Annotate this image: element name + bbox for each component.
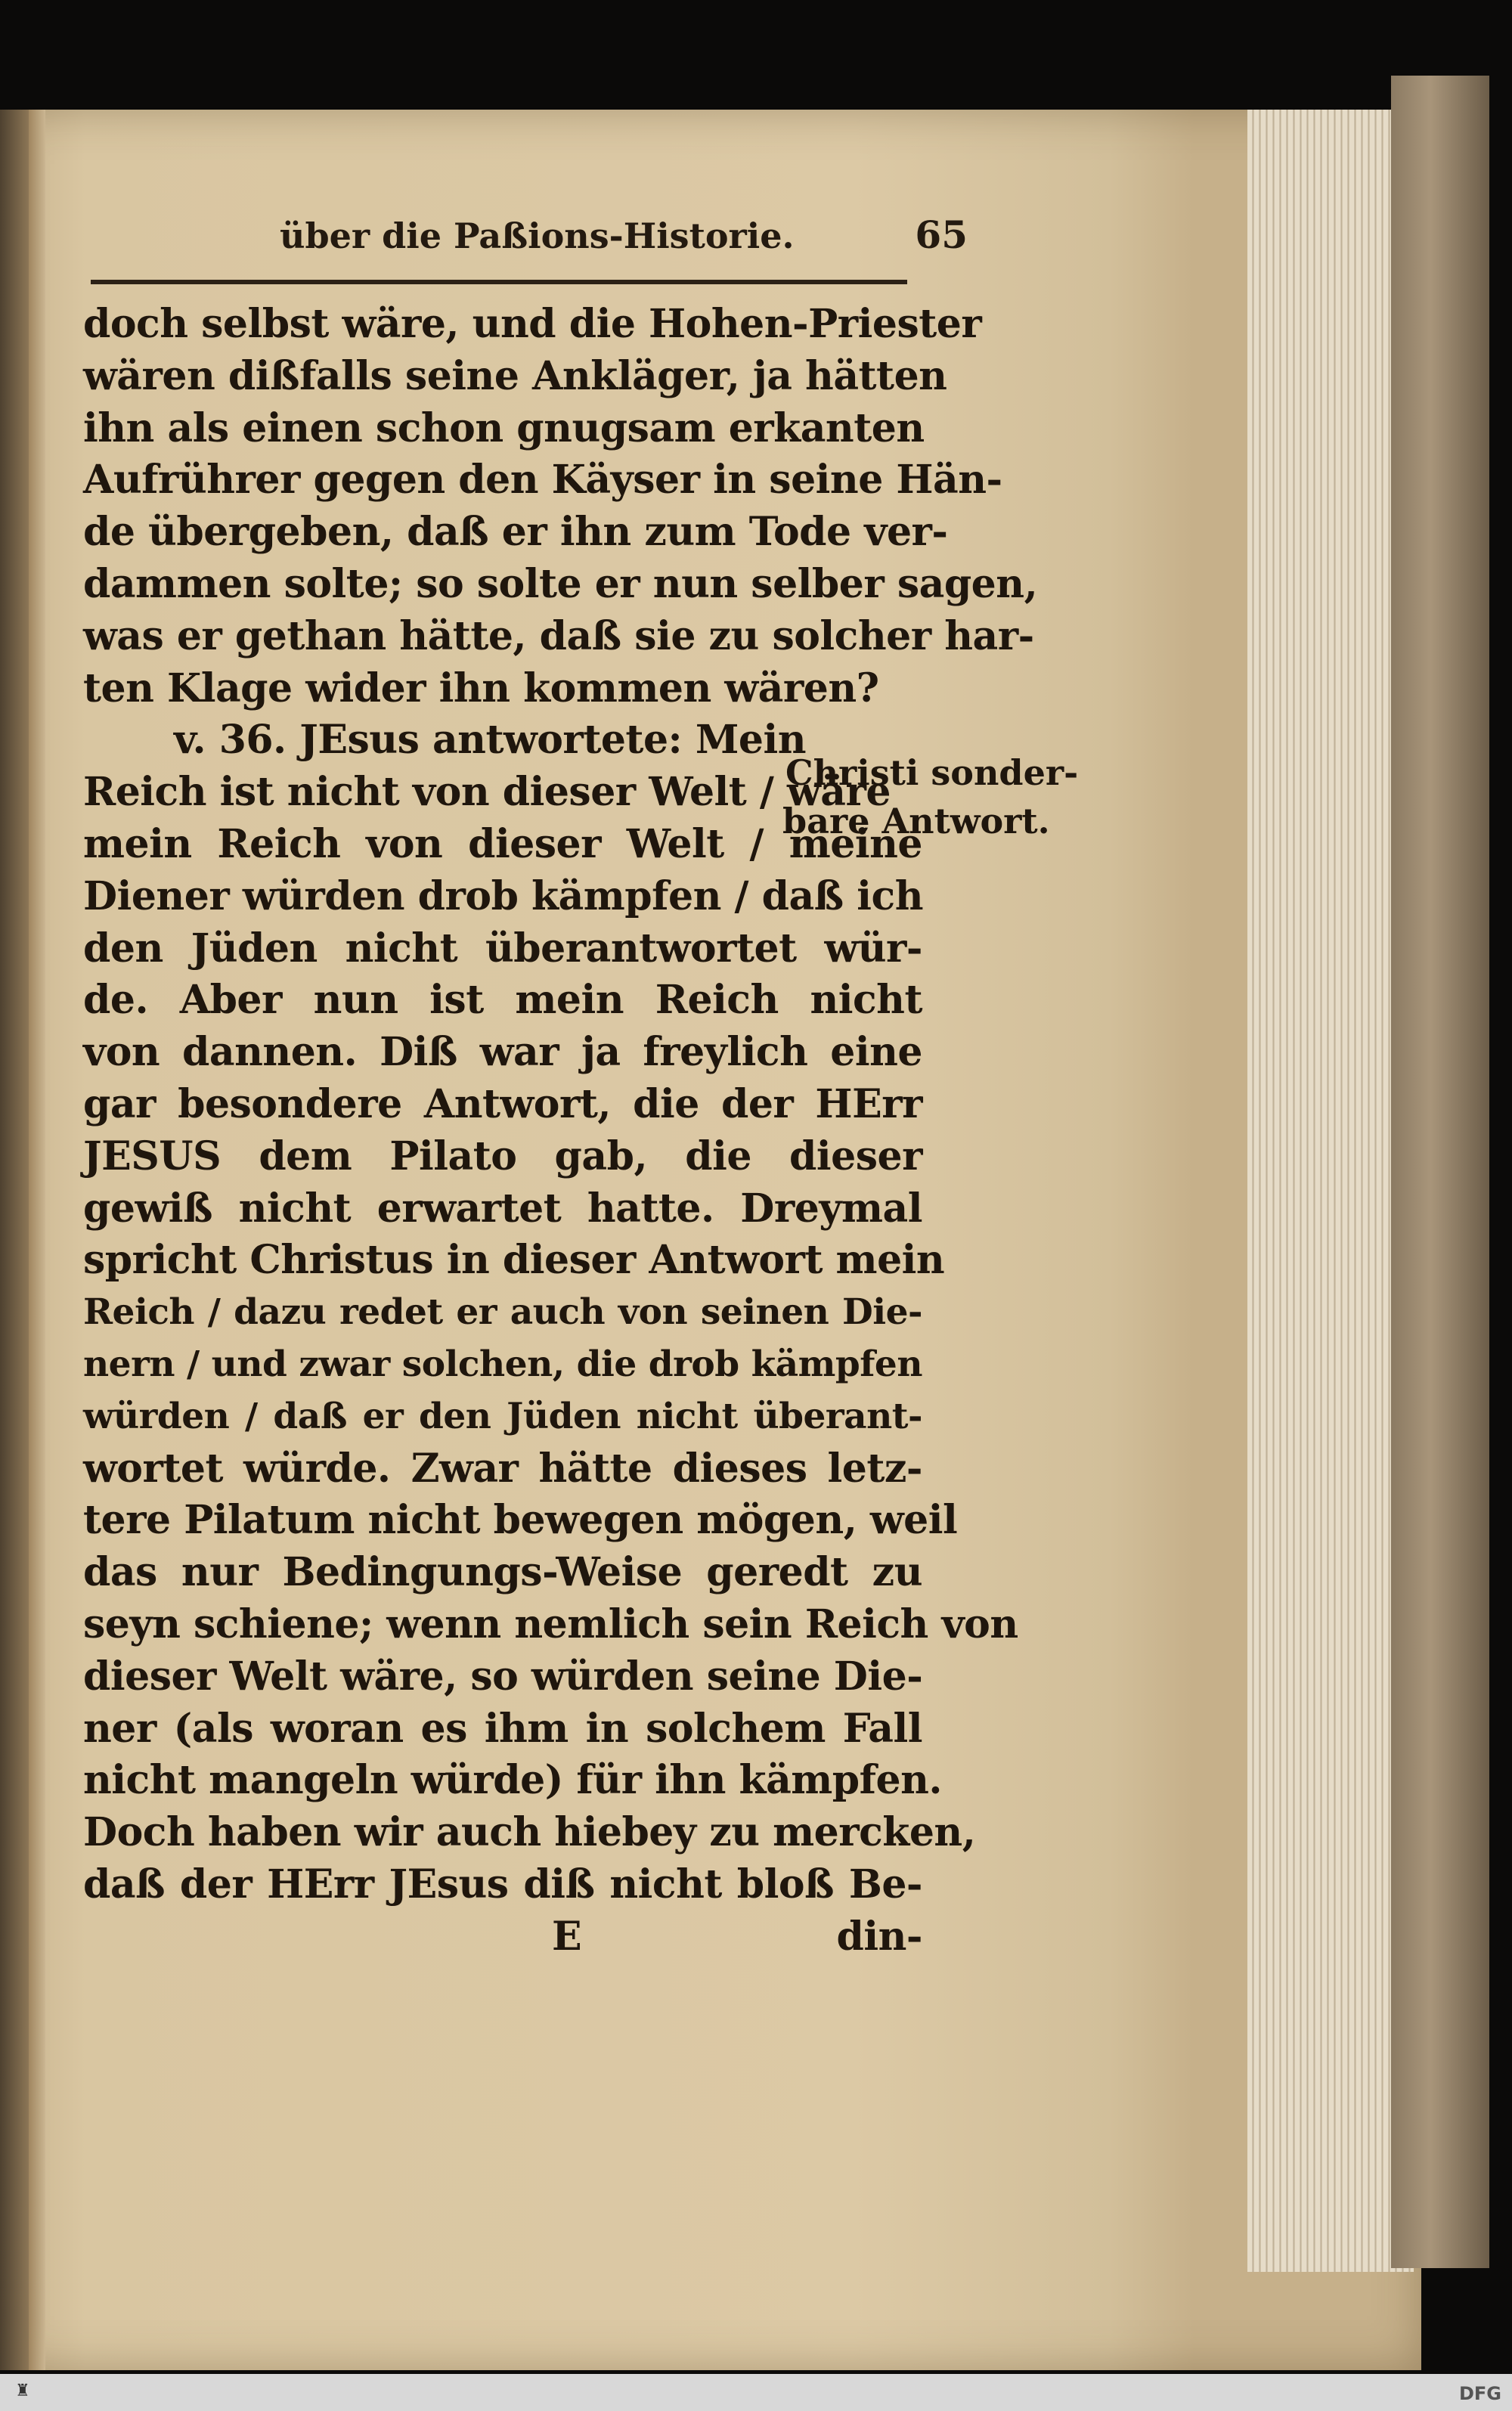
- text-line: spricht Christus in dieser Antwort mein: [83, 1237, 945, 1284]
- text-line: daß der HErr JEsus diß nicht bloß Be-: [83, 1861, 922, 1907]
- margin-note-line: bare Antwort.: [782, 801, 1050, 841]
- running-title: über die Paßions-Historie.: [280, 215, 795, 256]
- text-line: wortet würde. Zwar hätte dieses letz-: [83, 1445, 922, 1492]
- dfg-logo: DFG: [1458, 2383, 1501, 2404]
- text-line: nern / und zwar solchen, die drob kämpfen: [83, 1343, 922, 1385]
- page-number: 65: [915, 212, 968, 257]
- margin-note-line: Christi sonder-: [785, 752, 1079, 793]
- library-logo-icon: ♜: [15, 2382, 30, 2400]
- left-page-edge: [0, 110, 29, 2370]
- text-line: seyn schiene; wenn nemlich sein Reich von: [83, 1601, 1018, 1647]
- text-line: von dannen. Diß war ja freylich eine: [83, 1029, 922, 1076]
- footer-bar: [0, 2374, 1512, 2411]
- text-line: v. 36. JEsus antwortete: Mein: [174, 717, 807, 764]
- text-line: nicht mangeln würde) für ihn kämpfen.: [83, 1757, 943, 1804]
- text-line: das nur Bedingungs-Weise geredt zu: [83, 1549, 922, 1596]
- text-line: was er gethan hätte, daß sie zu solcher har-: [83, 612, 1034, 659]
- margin-note: [782, 748, 1176, 845]
- text-line: JESUS dem Pilato gab, die dieser: [83, 1133, 922, 1179]
- text-line: ner (als woran es ihm in solchem Fall: [83, 1705, 922, 1752]
- text-line: gar besondere Antwort, die der HErr: [83, 1080, 922, 1127]
- text-line: tere Pilatum nicht bewegen mögen, weil: [83, 1497, 958, 1544]
- gutter: [29, 110, 45, 2370]
- text-line: ten Klage wider ihn kommen wären?: [83, 665, 879, 711]
- text-line: würden / daß er den Jüden nicht überant-: [83, 1395, 922, 1437]
- text-line: Reich / dazu redet er auch von seinen Die-: [83, 1291, 922, 1334]
- header-rule: [91, 280, 907, 284]
- text-line: dammen solte; so solte er nun selber sagen,: [83, 560, 1038, 607]
- text-line: Doch haben wir auch hiebey zu mercken,: [83, 1809, 976, 1856]
- text-line: gewiß nicht erwartet hatte. Dreymal: [83, 1185, 922, 1232]
- text-line: wären dißfalls seine Ankläger, ja hätten: [83, 352, 947, 399]
- text-line: Diener würden drob kämpfen / daß ich: [83, 872, 923, 919]
- text-line: de übergeben, daß er ihn zum Tode ver-: [83, 509, 948, 556]
- text-line: mein Reich von dieser Welt / meine: [83, 820, 922, 867]
- book-cover: [1391, 76, 1489, 2268]
- text-line: ihn als einen schon gnugsam erkanten: [83, 404, 925, 451]
- text-line: dieser Welt wäre, so würden seine Die-: [83, 1653, 923, 1700]
- catchword-line: [83, 1911, 922, 1963]
- text-line: de. Aber nun ist mein Reich nicht: [83, 977, 922, 1024]
- page-fore-edge: [1247, 110, 1414, 2272]
- signature-mark: E: [552, 1913, 582, 1960]
- catchword: din-: [836, 1913, 922, 1960]
- text-line: Reich ist nicht von dieser Welt / wäre: [83, 769, 891, 816]
- text-line: den Jüden nicht überantwortet wür-: [83, 925, 922, 972]
- text-line: doch selbst wäre, und die Hohen-Priester: [83, 301, 982, 347]
- text-line: Aufrührer gegen den Käyser in seine Hän-: [83, 457, 1002, 504]
- running-header: [257, 212, 968, 261]
